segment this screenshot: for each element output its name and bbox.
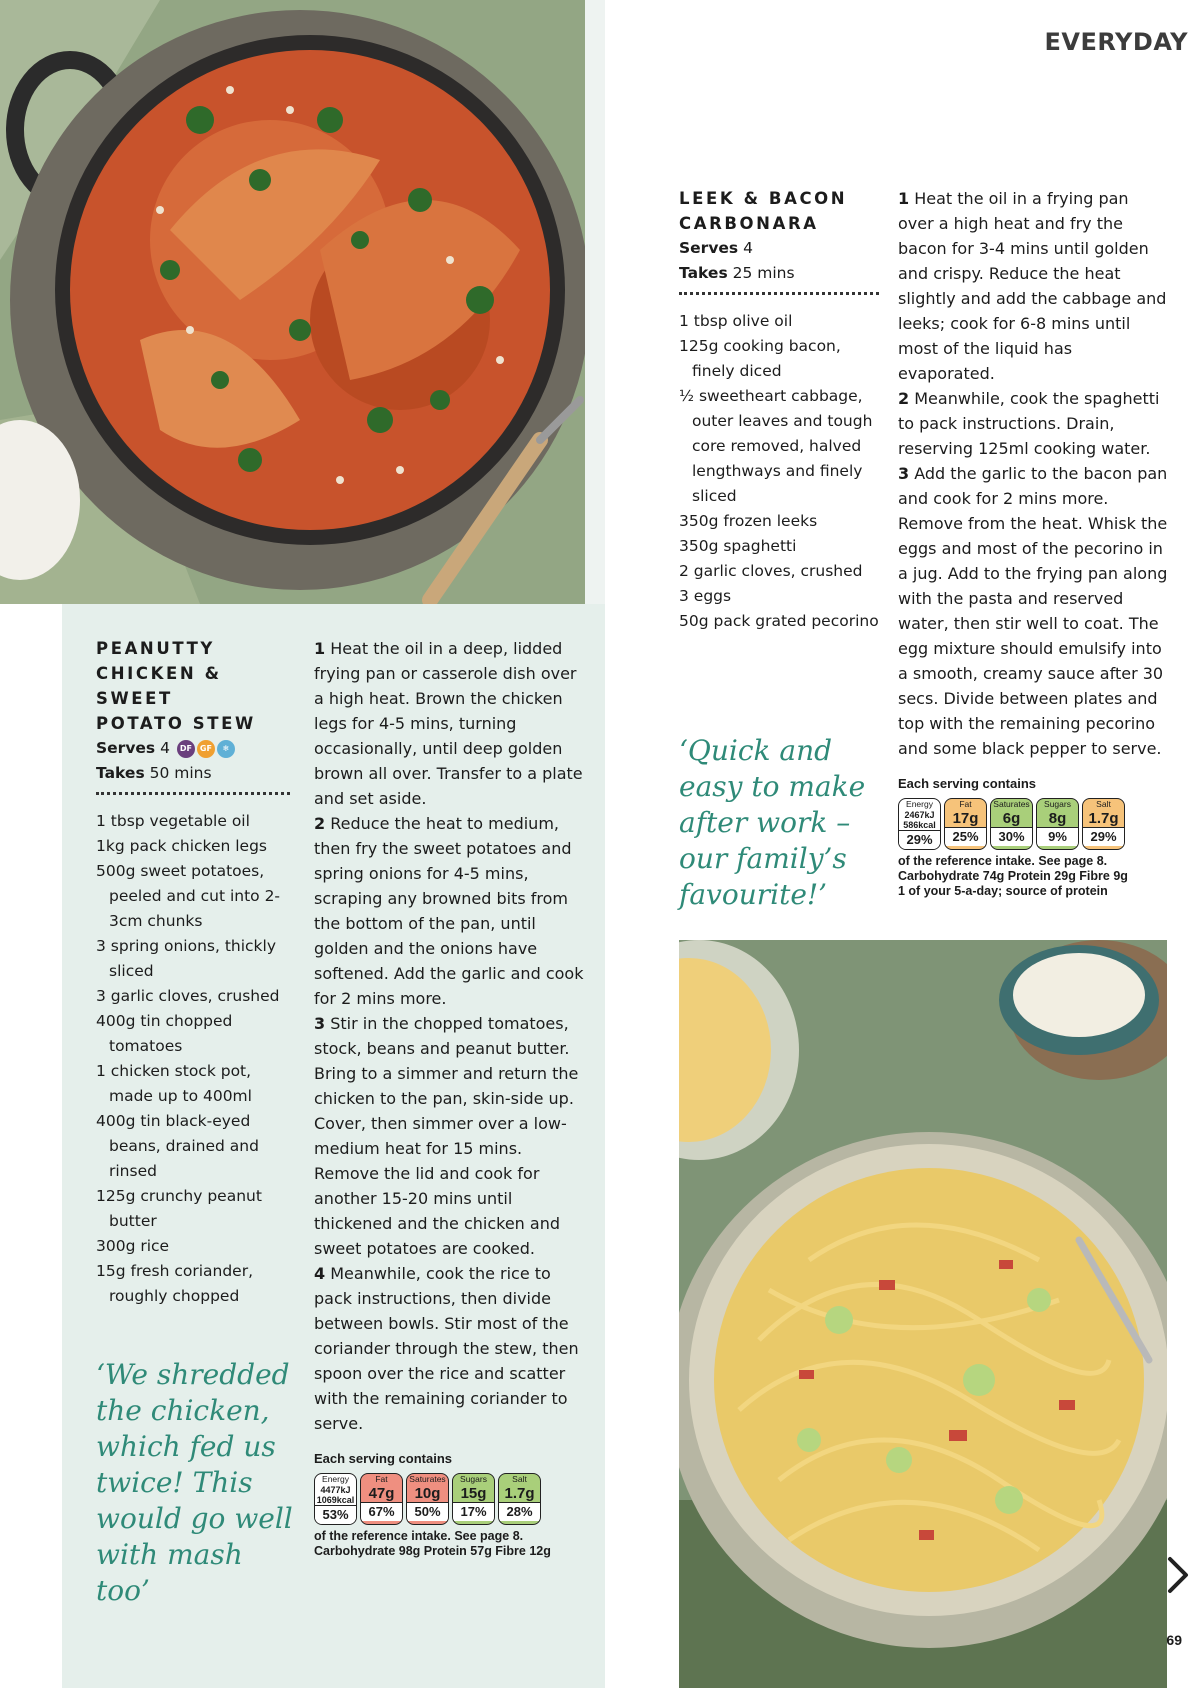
nutrient-value: 6g bbox=[1002, 810, 1021, 827]
energy-kcal: 586kcal bbox=[903, 820, 936, 830]
step-number: 3 bbox=[898, 464, 910, 483]
recipe2-ingredients-column bbox=[679, 186, 879, 634]
method-step bbox=[898, 461, 1168, 761]
ingredient-item: 3 eggs bbox=[679, 587, 732, 605]
recipe2-takes bbox=[679, 261, 879, 286]
quote-line: ‘Quick and bbox=[679, 734, 833, 767]
nutrient-value: 15g bbox=[460, 1485, 487, 1502]
nutrient-percent: 30% bbox=[991, 827, 1032, 846]
ingredient-item: 50g pack grated pecorino bbox=[679, 612, 879, 630]
nutrient-percent: 9% bbox=[1037, 827, 1078, 846]
takes-label: Takes bbox=[679, 264, 728, 282]
ingredient-item: 125g cooking bacon, finely diced bbox=[679, 337, 841, 380]
recipe1-title-line: PEANUTTY bbox=[96, 639, 215, 658]
recipe2-title-line: CARBONARA bbox=[679, 214, 819, 233]
step-number: 4 bbox=[314, 1264, 326, 1283]
nutrient-name: Saturates bbox=[409, 1474, 446, 1484]
step-text: Reduce the heat to medium, then fry the sweet potatoes and spring onions for 4-5 mins, scraping any browned bits from the bottom of the pan, until golden and the onions have softened. Add the garlic and cook for 2 mins more. bbox=[314, 814, 584, 1008]
step-text: Heat the oil in a frying pan over a high heat and fry the bacon for 3-4 mins until golden and crispy. Reduce the heat slightly and add the cabbage and leeks; cook for 6-8 mins until most of the liquid has evaporated. bbox=[898, 189, 1167, 383]
recipe1-takes bbox=[96, 761, 290, 786]
quote-line: easy to make bbox=[679, 770, 866, 803]
nutrient-percent: 25% bbox=[945, 827, 986, 846]
nutrition-caption: Each serving contains bbox=[314, 1451, 452, 1466]
salt-cell bbox=[1082, 798, 1125, 850]
ingredient-item: 400g tin black-eyed beans, drained and rinsed bbox=[96, 1112, 259, 1180]
quote-line: would go well bbox=[96, 1502, 293, 1535]
nutrition-extra: Carbohydrate 74g Protein 29g Fibre 9g bbox=[898, 869, 1128, 883]
nutrition-label bbox=[314, 1473, 574, 1525]
quote-line: with mash too’ bbox=[96, 1538, 243, 1607]
nutrient-name: Sugars bbox=[1044, 799, 1071, 809]
method-step bbox=[314, 636, 584, 811]
recipe1-ingredients-column bbox=[96, 636, 290, 1309]
nutrient-name: Fat bbox=[959, 799, 972, 809]
takes-value: 50 mins bbox=[149, 764, 212, 782]
serves-label: Serves bbox=[679, 239, 739, 257]
step-number: 3 bbox=[314, 1014, 326, 1033]
energy-kj: 4477kJ bbox=[320, 1485, 351, 1495]
nutrient-percent: 29% bbox=[899, 830, 940, 849]
quote-line: twice! This bbox=[96, 1466, 253, 1499]
nutrition-extra: 1 of your 5-a-day; source of protein bbox=[898, 884, 1108, 898]
quote-line: favourite!’ bbox=[679, 878, 828, 911]
nutrition-label bbox=[898, 798, 1168, 850]
ingredient-item: 1kg pack chicken legs bbox=[96, 837, 268, 855]
step-text: Add the garlic to the bacon pan and cook for 2 mins more. Remove from the heat. Whisk the eggs and most of the pecorino in a jug. Add to the frying pan along with the pasta and reserved water, then stir well to coat. The egg mixture should emulsify into a smooth, creamy sauce after 30 secs. Divide between plates and top with the remaining pecorino and some black pepper to serve. bbox=[898, 464, 1168, 758]
ingredient-item: 350g spaghetti bbox=[679, 537, 797, 555]
takes-label: Takes bbox=[96, 764, 145, 782]
ingredient-item: 1 chicken stock pot, made up to 400ml bbox=[96, 1062, 252, 1105]
gutter-strip bbox=[585, 0, 605, 604]
step-text: Heat the oil in a deep, lidded frying pan or casserole dish over a high heat. Brown the chicken legs for 4-5 mins, turning occasionally, until deep golden brown all over. Transfer to a plate and set aside. bbox=[314, 639, 583, 808]
nutrient-percent: 50% bbox=[407, 1502, 448, 1521]
sugars-cell bbox=[452, 1473, 495, 1525]
nutrient-value: 17g bbox=[952, 810, 979, 827]
recipe1-title-line: CHICKEN & SWEET bbox=[96, 664, 222, 708]
nutrient-value: 10g bbox=[414, 1485, 441, 1502]
ingredient-item: 3 garlic cloves, crushed bbox=[96, 987, 280, 1005]
recipe1-ingredient-list bbox=[96, 809, 290, 1309]
nutrient-value: 1.7g bbox=[1088, 810, 1119, 827]
recipe2-method bbox=[898, 186, 1168, 761]
salt-cell bbox=[498, 1473, 541, 1525]
reference-intake-note: of the reference intake. See page 8. bbox=[314, 1529, 524, 1543]
quote-line: which fed us bbox=[96, 1430, 276, 1463]
quote-line: ‘We shredded bbox=[96, 1358, 290, 1391]
quote-line: after work – bbox=[679, 806, 851, 839]
method-step bbox=[314, 1011, 584, 1261]
step-number: 2 bbox=[898, 389, 910, 408]
section-label: EVERYDAY bbox=[1044, 28, 1188, 56]
nutrient-percent: 67% bbox=[361, 1502, 402, 1521]
step-number: 1 bbox=[314, 639, 326, 658]
carbonara-photo bbox=[679, 940, 1167, 1688]
method-step bbox=[898, 386, 1168, 461]
ingredient-item: 300g rice bbox=[96, 1237, 170, 1255]
recipe1-quote bbox=[96, 1357, 296, 1609]
step-number: 2 bbox=[314, 814, 326, 833]
nutrient-percent: 17% bbox=[453, 1502, 494, 1521]
dotted-divider bbox=[679, 292, 879, 295]
serves-value: 4 bbox=[160, 739, 170, 757]
fat-cell bbox=[944, 798, 987, 850]
ingredient-item: 500g sweet potatoes, peeled and cut into 2-3cm chunks bbox=[96, 862, 281, 930]
freezable-icon: ❄ bbox=[217, 740, 235, 758]
ingredient-item: 1 tbsp vegetable oil bbox=[96, 812, 250, 830]
quote-line: the chicken, bbox=[96, 1394, 270, 1427]
nutrient-percent: 53% bbox=[315, 1505, 356, 1524]
quote-line: our family’s bbox=[679, 842, 847, 875]
next-page-arrow-icon[interactable] bbox=[1164, 1555, 1192, 1595]
ingredient-item: 3 spring onions, thickly sliced bbox=[96, 937, 277, 980]
nutrition-caption: Each serving contains bbox=[898, 776, 1036, 791]
nutrient-value: 1.7g bbox=[504, 1485, 535, 1502]
method-step bbox=[314, 1261, 584, 1436]
stew-photo bbox=[0, 0, 585, 604]
recipe1-nutrition bbox=[314, 1451, 574, 1559]
energy-kcal: 1069kcal bbox=[316, 1495, 355, 1505]
step-text: Stir in the chopped tomatoes, stock, beans and peanut butter. Bring to a simmer and return the chicken to the pan, skin-side up. Cover, then simmer over a low-medium heat for 15 mins. Remove the lid and cook for another 15-20 mins until thickened and the chicken and sweet potatoes are cooked. bbox=[314, 1014, 579, 1258]
takes-value: 25 mins bbox=[732, 264, 795, 282]
nutrient-name: Salt bbox=[512, 1474, 527, 1484]
nutrient-name: Energy bbox=[906, 799, 933, 809]
nutrition-extra: Carbohydrate 98g Protein 57g Fibre 12g bbox=[314, 1544, 551, 1558]
energy-kj: 2467kJ bbox=[904, 810, 935, 820]
dotted-divider bbox=[96, 792, 290, 795]
step-number: 1 bbox=[898, 189, 910, 208]
recipe2-title bbox=[679, 186, 879, 236]
ingredient-item: 15g fresh coriander, roughly chopped bbox=[96, 1262, 254, 1305]
recipe2-ingredient-list bbox=[679, 309, 879, 634]
nutrient-percent: 28% bbox=[499, 1502, 540, 1521]
nutrient-value: 8g bbox=[1048, 810, 1067, 827]
nutrient-name: Saturates bbox=[993, 799, 1030, 809]
ingredient-item: 2 garlic cloves, crushed bbox=[679, 562, 863, 580]
recipe1-title-line: POTATO STEW bbox=[96, 714, 256, 733]
saturates-cell bbox=[406, 1473, 449, 1525]
recipe2-quote bbox=[679, 733, 879, 913]
nutrient-name: Sugars bbox=[460, 1474, 487, 1484]
nutrient-percent: 29% bbox=[1083, 827, 1124, 846]
nutrient-value: 47g bbox=[368, 1485, 395, 1502]
nutrient-name: Salt bbox=[1096, 799, 1111, 809]
ingredient-item: 125g crunchy peanut butter bbox=[96, 1187, 262, 1230]
step-text: Meanwhile, cook the spaghetti to pack instructions. Drain, reserving 125ml cooking water. bbox=[898, 389, 1160, 458]
recipe1-method bbox=[314, 636, 584, 1436]
nutrient-name: Fat bbox=[375, 1474, 388, 1484]
ingredient-item: 350g frozen leeks bbox=[679, 512, 818, 530]
serves-value: 4 bbox=[743, 239, 753, 257]
ingredient-item: ½ sweetheart cabbage, outer leaves and tough core removed, halved lengthways and finely sliced bbox=[679, 387, 873, 505]
reference-intake-note: of the reference intake. See page 8. bbox=[898, 854, 1108, 868]
saturates-cell bbox=[990, 798, 1033, 850]
method-step bbox=[314, 811, 584, 1011]
gluten-free-icon: GF bbox=[197, 740, 215, 758]
ingredient-item: 400g tin chopped tomatoes bbox=[96, 1012, 233, 1055]
method-step bbox=[898, 186, 1168, 386]
step-text: Meanwhile, cook the rice to pack instructions, then divide between bowls. Stir most of the coriander through the stew, then spoon over the rice and scatter with the remaining coriander to serve. bbox=[314, 1264, 579, 1433]
nutrient-name: Energy bbox=[322, 1474, 349, 1484]
energy-cell bbox=[898, 798, 941, 850]
fat-cell bbox=[360, 1473, 403, 1525]
energy-cell bbox=[314, 1473, 357, 1525]
recipe1-title bbox=[96, 636, 290, 736]
recipe1-serves bbox=[96, 736, 290, 761]
recipe2-nutrition bbox=[898, 776, 1168, 899]
ingredient-item: 1 tbsp olive oil bbox=[679, 312, 793, 330]
dairy-free-icon: DF bbox=[177, 740, 195, 758]
serves-label: Serves bbox=[96, 739, 156, 757]
page-number: 69 bbox=[1166, 1632, 1182, 1648]
recipe2-title-line: LEEK & BACON bbox=[679, 189, 848, 208]
sugars-cell bbox=[1036, 798, 1079, 850]
recipe2-serves bbox=[679, 236, 879, 261]
